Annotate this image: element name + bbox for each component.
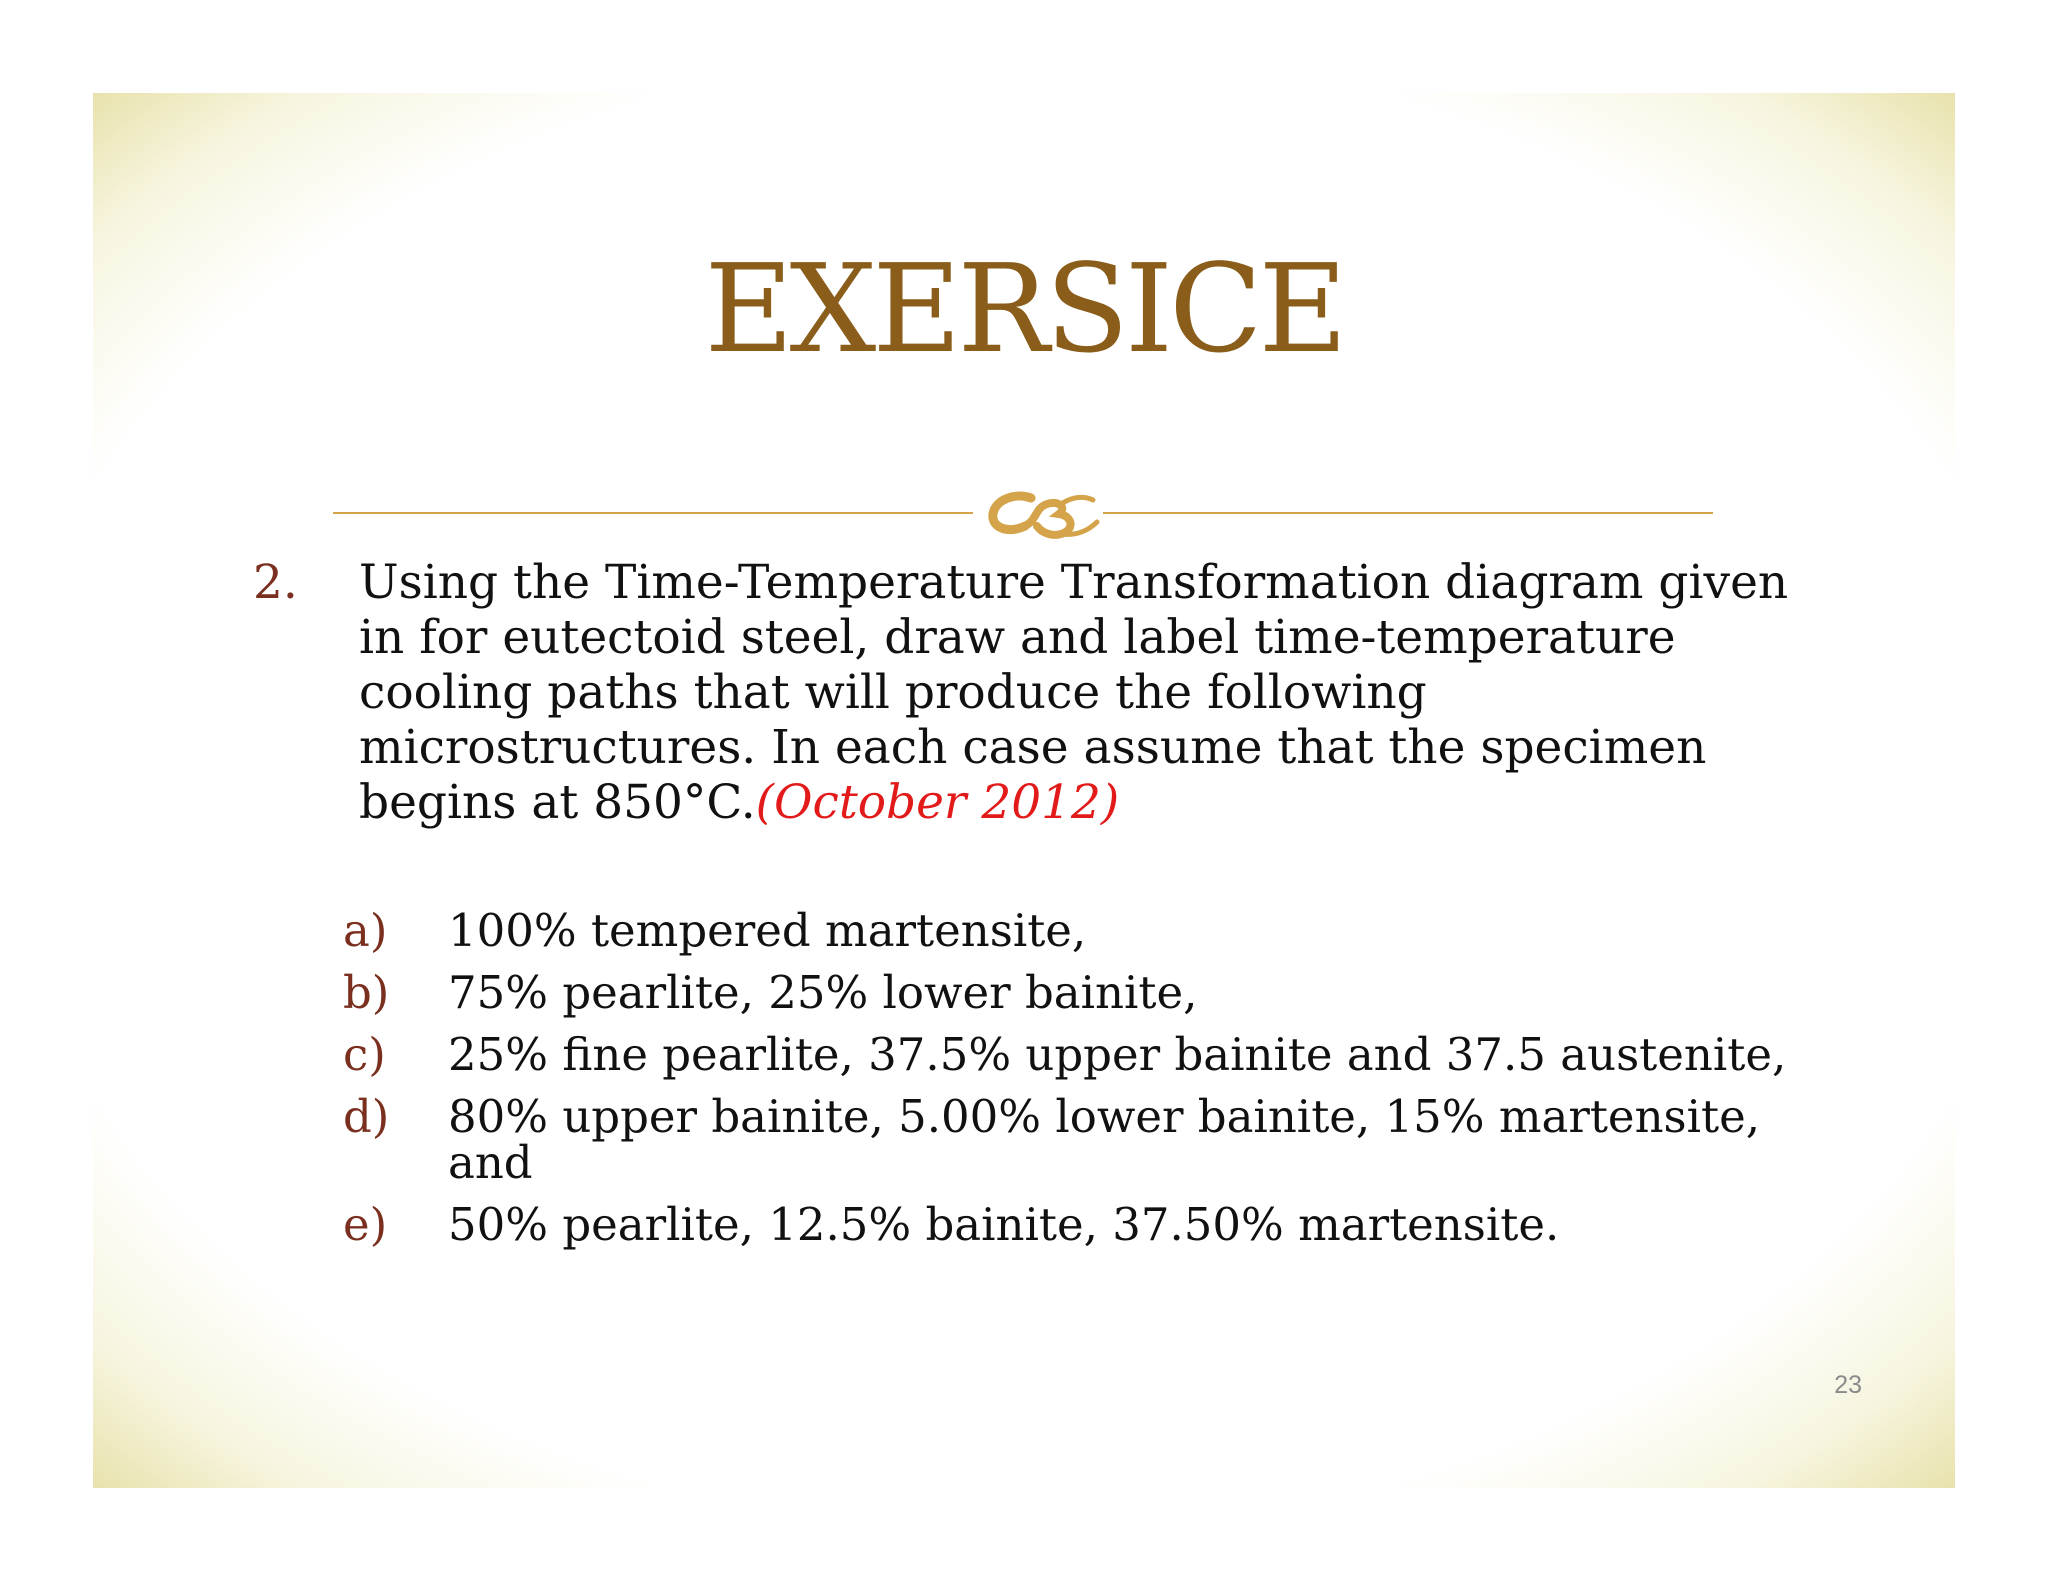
list-item — [343, 966, 1843, 1019]
list-item-label: b) — [343, 966, 390, 1019]
slide-content-area — [93, 93, 1955, 1488]
list-item — [343, 1090, 1843, 1189]
list-item — [343, 1198, 1843, 1251]
list-item-text: 100% tempered martensite, — [448, 904, 1087, 957]
question-text: Using the Time-Temperature Transformation diagram given in for eutectoid steel, draw and label time-temperature cooling paths that will produce the following microstructures. In each case assume that the specimen begins at 850°C. — [359, 555, 1789, 830]
list-item-label: a) — [343, 904, 388, 957]
title-divider — [333, 486, 1713, 540]
list-item — [343, 904, 1843, 957]
answer-list — [343, 904, 1843, 1264]
list-item-label: e) — [343, 1198, 388, 1251]
slide-title: EXERSICE — [704, 238, 1344, 380]
question-text-wrapper — [359, 555, 1809, 830]
list-item-label: d) — [343, 1090, 390, 1143]
list-item — [343, 1028, 1843, 1081]
slide — [93, 93, 1955, 1488]
question-number: 2. — [253, 555, 298, 610]
question-date-note: (October 2012) — [755, 775, 1120, 830]
page-number: 23 — [1834, 1371, 1862, 1399]
list-item-text: 25% fine pearlite, 37.5% upper bainite and 37.5 austenite, — [448, 1028, 1787, 1081]
list-item-label: c) — [343, 1028, 386, 1081]
list-item-text: 75% pearlite, 25% lower bainite, — [448, 966, 1198, 1019]
list-item-text: 80% upper bainite, 5.00% lower bainite, 15% martensite, and — [448, 1090, 1761, 1189]
list-item-text: 50% pearlite, 12.5% bainite, 37.50% martensite. — [448, 1198, 1560, 1251]
